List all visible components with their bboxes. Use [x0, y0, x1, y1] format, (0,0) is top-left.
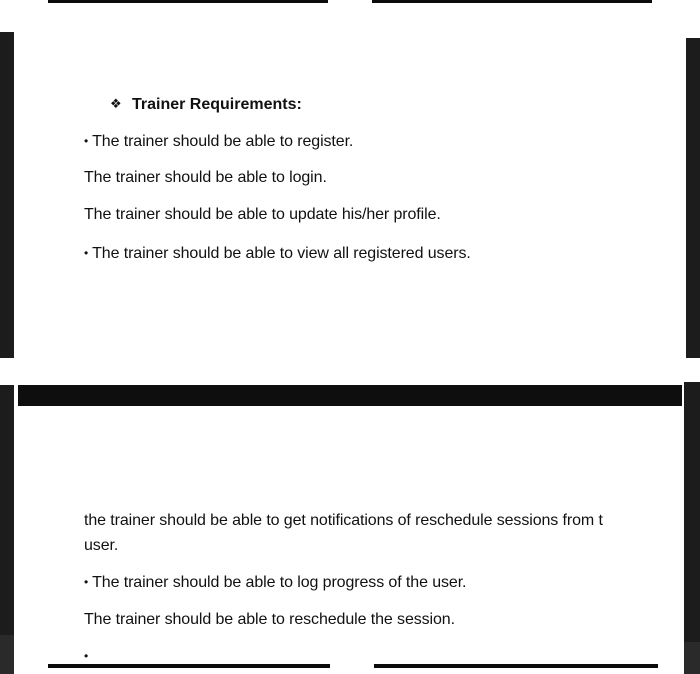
page-break-band	[18, 385, 682, 406]
diamond-bullet-icon: ❖	[110, 96, 122, 111]
requirement-line: the trainer should be able to get notifications of reschedule sessions from t	[84, 512, 603, 529]
requirement-line: The trainer should be able to reschedule the session.	[84, 611, 455, 628]
requirement-line: • The trainer should be able to log progress of the user.	[84, 574, 467, 591]
right-edge-shadow	[686, 38, 700, 358]
bottom-rule-right	[374, 664, 658, 668]
requirement-line: The trainer should be able to login.	[84, 169, 327, 186]
requirement-line: The trainer should be able to update his/her profile.	[84, 206, 441, 223]
bullet-dot: •	[84, 134, 89, 148]
requirement-line: • The trainer should be able to register.	[84, 133, 354, 150]
left-edge-shadow	[0, 32, 14, 358]
bottom-right-edge	[684, 642, 700, 674]
requirement-line: • The trainer should be able to view all registered users.	[84, 245, 471, 262]
section-heading	[110, 94, 302, 115]
requirement-line-continuation: user.	[84, 537, 119, 554]
bullet-dot: •	[84, 246, 89, 260]
bottom-rule-left	[48, 664, 330, 668]
section-heading-text: Trainer Requirements:	[132, 96, 302, 113]
top-rule-left	[48, 0, 328, 3]
top-rule-right	[372, 0, 652, 3]
left-edge-shadow-lower	[0, 385, 14, 635]
bottom-left-edge	[0, 635, 14, 674]
bullet-dot: •	[84, 575, 89, 589]
right-edge-shadow-lower	[684, 382, 700, 642]
trailing-bullet: •	[84, 649, 89, 663]
